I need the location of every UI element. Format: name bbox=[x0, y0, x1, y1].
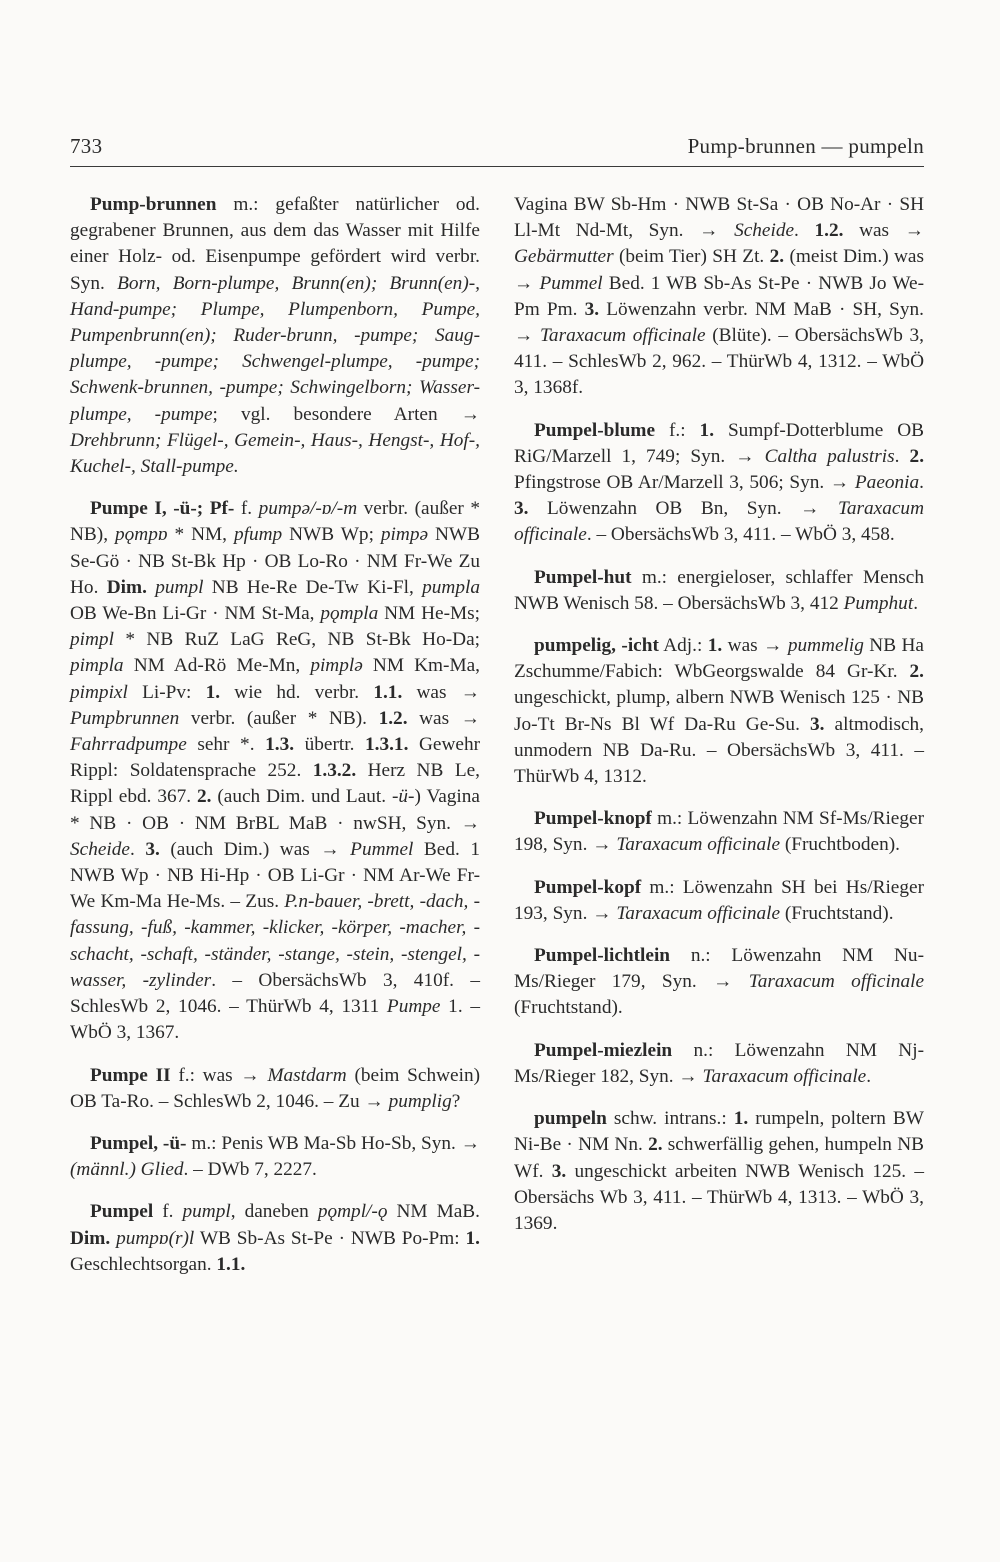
entry-text bbox=[514, 875, 924, 927]
sense-number: 1. bbox=[699, 419, 715, 441]
entry-body-text: was → bbox=[843, 220, 924, 242]
entry-body-text: ungeschickt arbeiten NWB Wenisch 125. – Obersächs Wb 3, 411. – ThürWb 4, 1313. – WbÖ 3, 1369. bbox=[514, 1160, 924, 1234]
sense-number: 3. bbox=[584, 298, 600, 320]
sense-number: 1.1. bbox=[216, 1253, 246, 1275]
entry-body-text: m.: Löwenzahn NM Sf-Ms/Rieger 198, Syn. → bbox=[514, 808, 924, 856]
entry-body-text: . – ObersächsWb 3, 411. – WbÖ 3, 458. bbox=[586, 524, 895, 546]
entry-body-text: , daneben bbox=[230, 1201, 318, 1223]
entry-body-text: Bed. 1 WB Sb-As St-Pe · NWB Jo We-Pm Pm. bbox=[514, 272, 924, 320]
sense-number: 2. bbox=[909, 661, 924, 683]
italic-text: Pumpbrunnen bbox=[70, 707, 180, 729]
entry-body-text bbox=[147, 577, 155, 598]
italic-text: Taraxacum officinale bbox=[539, 325, 706, 347]
entry-body-text: was → bbox=[407, 707, 480, 729]
entry-body-text: verbr. (außer * NB), bbox=[70, 498, 481, 546]
entry-body-text: (Fruchtstand). bbox=[780, 902, 894, 924]
entry-body-text: Adj.: bbox=[658, 635, 708, 657]
entry-body-text: übertr. bbox=[294, 734, 365, 756]
entry-text bbox=[70, 1063, 480, 1115]
sense-number: 1.3. bbox=[265, 734, 295, 756]
entry-body-text: 1. – WbÖ 3, 1367. bbox=[70, 996, 480, 1044]
italic-text: pumplig bbox=[388, 1090, 452, 1112]
headword: pumpeln bbox=[534, 1108, 607, 1130]
italic-text: pumpla bbox=[422, 576, 480, 598]
sense-number: Dim. bbox=[106, 576, 147, 598]
dictionary-entry bbox=[70, 496, 480, 1046]
sense-number: 1.1. bbox=[373, 681, 403, 703]
entry-body-text: Pfingstrose OB Ar/Marzell 3, 506; Syn. → bbox=[514, 472, 855, 494]
entry-text bbox=[514, 633, 924, 790]
entry-body-text: (Blüte). – ObersächsWb 3, 411. – SchlesWb 2, 962. – ThürWb 4, 1312. – WbÖ 3, 1368f. bbox=[514, 325, 925, 399]
entry-text bbox=[514, 565, 924, 617]
entry-text bbox=[514, 806, 924, 858]
entry-body-text: . – ObersächsWb 3, 410f. – SchlesWb 2, 1046. – ThürWb 4, 1311 bbox=[70, 969, 480, 1018]
entry-body-text: NM He-Ms; bbox=[378, 603, 480, 625]
entry-body-text: NM Ad-Rö Me-Mn, bbox=[123, 655, 311, 677]
entry-text bbox=[70, 496, 480, 1046]
entry-body-text: Löwenzahn verbr. NM MaB · SH, Syn. → bbox=[514, 298, 924, 347]
dictionary-entry bbox=[70, 1063, 480, 1115]
italic-text: pǫmpl/-ǫ bbox=[317, 1201, 388, 1223]
italic-text: pimpixl bbox=[70, 681, 128, 703]
entry-body-text: m.: Penis WB Ma-Sb Ho-Sb, Syn. → bbox=[186, 1132, 480, 1154]
entry-body-text: was → bbox=[402, 681, 480, 703]
headword: pumpelig, -icht bbox=[534, 635, 659, 657]
entry-body-text: ? bbox=[451, 1090, 461, 1112]
italic-text: pfump bbox=[233, 524, 283, 546]
entry-body-text: Li-Pv: bbox=[127, 681, 206, 703]
entry-body-text: verbr. (außer * NB). bbox=[179, 707, 379, 729]
headword: Pumpe II bbox=[90, 1064, 171, 1086]
entry-body-text: . bbox=[894, 445, 910, 467]
headword: Pumpel bbox=[90, 1201, 154, 1223]
entry-text bbox=[514, 192, 924, 402]
italic-text: pumpl bbox=[182, 1201, 231, 1223]
page-number: 733 bbox=[70, 134, 103, 158]
entry-body-text: (meist Dim.) was → bbox=[514, 246, 924, 294]
dictionary-entry-continuation bbox=[514, 192, 924, 402]
entry-text bbox=[514, 1038, 924, 1090]
right-column bbox=[514, 192, 924, 1253]
entry-text bbox=[514, 943, 924, 1022]
entry-body-text: . bbox=[866, 1065, 872, 1087]
italic-text: Taraxacum officinale bbox=[616, 834, 781, 856]
entry-body-text: * NB RuZ LaG ReG, NB St-Bk Ho-Da; bbox=[113, 629, 480, 651]
italic-text: Caltha palustris bbox=[764, 445, 895, 467]
entry-body-text: . bbox=[913, 592, 919, 614]
headword: Pumpel, -ü- bbox=[90, 1132, 187, 1154]
italic-text: Taraxacum officinale bbox=[748, 971, 925, 993]
entry-body-text: NB Ha Zschumme/Fabich: WbGeorgswalde 84 Gr-Kr. bbox=[514, 635, 924, 683]
entry-text bbox=[70, 1199, 480, 1278]
entry-body-text: (beim Schwein) OB Ta-Ro. – SchlesWb 2, 1046. – Zu → bbox=[70, 1064, 480, 1112]
sense-number: 1.3.1. bbox=[365, 734, 409, 756]
italic-text: pǫmpɒ bbox=[115, 524, 168, 546]
entry-body-text: Bed. 1 NWB Wp · NB Hi-Hp · OB Li-Gr · NM Ar-We Fr-We Km-Ma He-Ms. – Zus. bbox=[70, 838, 480, 913]
italic-text: Gebärmutter bbox=[514, 246, 614, 268]
entry-text bbox=[514, 418, 924, 549]
entry-body-text: ; vgl. besondere Arten → bbox=[212, 403, 481, 425]
entry-body-text: (auch Dim.) was → bbox=[159, 838, 351, 860]
entry-body-text: schwerfällig gehen, humpeln NB Wf. bbox=[514, 1134, 924, 1182]
entry-body-text: was → bbox=[722, 635, 788, 657]
entry-body-text: sehr *. bbox=[186, 734, 266, 756]
headword: Pumpel-kopf bbox=[534, 876, 642, 898]
italic-text: Scheide bbox=[734, 220, 795, 242]
entry-body-text: NM Km-Ma, bbox=[362, 655, 480, 677]
italic-text: Pumpe bbox=[386, 996, 441, 1018]
entry-body-text: schw. intrans.: bbox=[606, 1108, 734, 1130]
dictionary-entry bbox=[70, 1199, 480, 1278]
dictionary-entry bbox=[514, 1038, 924, 1090]
entry-body-text: * NM, bbox=[167, 524, 234, 546]
italic-text: pumpə/-ɒ/-m bbox=[258, 498, 358, 520]
dictionary-entry bbox=[514, 1106, 924, 1237]
dictionary-entry bbox=[70, 1131, 480, 1183]
sense-number: 3. bbox=[145, 838, 160, 860]
dictionary-entry bbox=[514, 418, 924, 549]
entry-body-text: Löwenzahn OB Bn, Syn. → bbox=[528, 498, 838, 520]
entry-body-text: Vagina BW Sb-Hm · NWB St-Sa · OB No-Ar · SH Ll-Mt Nd-Mt, Syn. → bbox=[514, 194, 924, 242]
headword: Pumpel-knopf bbox=[534, 808, 652, 830]
italic-text: Drehbrunn; Flügel-, Gemein-, Haus-, Hengst-, Hof-, Kuchel-, Stall-pumpe. bbox=[70, 429, 480, 478]
sense-number: 1. bbox=[733, 1108, 749, 1130]
italic-text: pumpɒ(r)l bbox=[116, 1227, 195, 1249]
italic-text: Pumphut bbox=[843, 592, 914, 614]
italic-text: Pummel bbox=[539, 272, 603, 294]
dictionary-entry bbox=[514, 875, 924, 927]
headword: Pumpel-miezlein bbox=[534, 1039, 673, 1061]
page-header bbox=[70, 134, 924, 167]
entry-body-text: Gewehr Rippl: Soldatensprache 252. bbox=[70, 734, 480, 782]
running-head: Pump-brunnen — pumpeln bbox=[687, 134, 924, 158]
sense-number: 1.2. bbox=[814, 220, 844, 242]
italic-text: Taraxacum officinale bbox=[616, 902, 781, 924]
sense-number: 2. bbox=[196, 786, 212, 808]
dictionary-entry bbox=[514, 565, 924, 617]
dictionary-entry bbox=[514, 943, 924, 1022]
sense-number: 1.2. bbox=[378, 707, 408, 729]
entry-body-text: rumpeln, poltern BW Ni-Be · NM Nn. bbox=[514, 1108, 924, 1156]
entry-body-text: n.: Löwenzahn NM Nu-Ms/Rieger 179, Syn. → bbox=[514, 945, 924, 993]
entry-body-text: Geschlechtsorgan. bbox=[70, 1253, 217, 1275]
entry-body-text: . bbox=[129, 838, 146, 860]
sense-number: 2. bbox=[769, 246, 785, 268]
entry-body-text: (Fruchtboden). bbox=[780, 834, 900, 856]
left-column bbox=[70, 192, 480, 1294]
entry-body-text: NB He-Re De-Tw Ki-Fl, bbox=[203, 576, 423, 598]
italic-text: Born, Born-plumpe, Brunn(en); Brunn(en)-, Hand-pumpe; Plumpe, Plumpenborn, Pumpe, Pumpenbrunn(en); Ruder-brunn, -pumpe; Saug-plumpe, -pumpe; Schwengel-plumpe, -pumpe; Schwenk-brunnen, -pumpe; Schwingelborn; Wasser-plumpe, -pumpe bbox=[70, 272, 480, 425]
sense-number: 1.3.2. bbox=[312, 760, 357, 782]
italic-text: pimpə bbox=[380, 524, 429, 546]
entry-body-text: ) Vagina * NB · OB · NM BrBL MaB · nwSH, Syn. → bbox=[70, 786, 480, 834]
entry-body-text: (Fruchtstand). bbox=[514, 997, 623, 1019]
sense-number: 3. bbox=[809, 713, 825, 735]
sense-number: 1. bbox=[707, 635, 723, 657]
entry-body-text: WB Sb-As St-Pe · NWB Po-Pm: bbox=[194, 1227, 466, 1249]
entry-body-text: OB We-Bn Li-Gr · NM St-Ma, bbox=[70, 603, 321, 625]
dictionary-entry bbox=[70, 192, 480, 480]
entry-body-text: Sumpf-Dotterblume OB RiG/Marzell 1, 749; Syn. → bbox=[514, 419, 924, 467]
entry-text bbox=[70, 192, 480, 480]
sense-number: 1. bbox=[205, 681, 221, 703]
italic-text: (männl.) Glied bbox=[70, 1159, 184, 1181]
italic-text: pumpl bbox=[155, 576, 204, 598]
entry-body-text: (auch Dim. und Laut. bbox=[211, 786, 392, 808]
headword: Pumpel-blume bbox=[534, 419, 656, 441]
entry-body-text: wie hd. verbr. bbox=[220, 681, 374, 703]
italic-text: pimpla bbox=[70, 655, 124, 677]
headword: Pumpel-lichtlein bbox=[534, 945, 671, 967]
entry-body-text: altmodisch, unmodern NB Da-Ru. – ObersächsWb 3, 411. – ThürWb 4, 1312. bbox=[514, 713, 924, 788]
italic-text: pummelig bbox=[787, 635, 864, 657]
italic-text: Paeonia bbox=[854, 472, 920, 494]
italic-text: Mastdarm bbox=[267, 1064, 347, 1086]
italic-text: Scheide bbox=[70, 838, 130, 860]
sense-number: 2. bbox=[909, 445, 925, 467]
entry-body-text: f. bbox=[153, 1201, 183, 1223]
sense-number: 3. bbox=[551, 1160, 567, 1182]
entry-body-text: f.: bbox=[655, 419, 700, 441]
sense-number: 2. bbox=[648, 1134, 663, 1156]
entry-body-text: f.: was → bbox=[170, 1064, 268, 1086]
entry-body-text: . bbox=[794, 220, 815, 242]
dictionary-entry bbox=[514, 633, 924, 790]
entry-body-text: f. bbox=[234, 498, 259, 520]
headword: Pump-brunnen bbox=[90, 194, 217, 215]
entry-body-text: Herz NB Le, Rippl ebd. 367. bbox=[70, 760, 480, 808]
italic-text: pimpl bbox=[70, 629, 114, 651]
italic-text: Pummel bbox=[350, 838, 414, 860]
italic-text: Taraxacum officinale bbox=[514, 498, 924, 546]
entry-body-text: m.: gefaßter natürlicher od. gegrabener Brunnen, aus dem das Wasser mit Hilfe einer Holz- od. Eisenpumpe gefördert wird verbr. Syn. bbox=[70, 194, 480, 294]
entry-body-text: NM MaB. bbox=[387, 1201, 480, 1223]
entry-body-text: m.: Löwenzahn SH bei Hs/Rieger 193, Syn. → bbox=[514, 876, 924, 924]
sense-number: Dim. bbox=[70, 1227, 111, 1249]
entry-body-text: n.: Löwenzahn NM Nj-Ms/Rieger 182, Syn. → bbox=[514, 1039, 924, 1087]
sense-number: 3. bbox=[514, 498, 529, 520]
headword: Pumpel-hut bbox=[534, 566, 632, 588]
entry-body-text: NWB Se-Gö · NB St-Bk Hp · OB Lo-Ro · NM Fr-We Zu Ho. bbox=[70, 524, 480, 598]
entry-body-text: . – DWb 7, 2227. bbox=[183, 1159, 317, 1181]
entry-body-text: (beim Tier) SH Zt. bbox=[613, 246, 770, 268]
italic-text: Taraxacum officinale bbox=[702, 1065, 867, 1087]
italic-text: -ü- bbox=[391, 786, 415, 808]
entry-text bbox=[514, 1106, 924, 1237]
italic-text: pǫmpla bbox=[320, 603, 379, 625]
entry-body-text: ungeschickt, plump, albern NWB Wenisch 125 · NB Jo-Tt Br-Ns Bl Wf Da-Ru Ge-Su. bbox=[514, 687, 924, 735]
italic-text: pimplə bbox=[310, 655, 363, 677]
entry-body-text: m.: energieloser, schlaffer Mensch NWB Wenisch 58. – ObersächsWb 3, 412 bbox=[514, 566, 924, 614]
entry-body-text: NWB Wp; bbox=[282, 524, 381, 546]
dictionary-entry bbox=[514, 806, 924, 858]
italic-text: Fahrradpumpe bbox=[70, 734, 187, 756]
entry-text bbox=[70, 1131, 480, 1183]
headword: Pumpe I, -ü-; Pf- bbox=[90, 498, 235, 520]
sense-number: 1. bbox=[465, 1227, 480, 1249]
entry-body-text: . bbox=[919, 472, 924, 494]
italic-text: P.n-bauer, -brett, -dach, -fassung, -fuß, -kammer, -klicker, -körper, -macher, -schacht, -schaft, -ständer, -stange, -stein, -stengel, -wasser, -zylinder bbox=[70, 891, 480, 991]
